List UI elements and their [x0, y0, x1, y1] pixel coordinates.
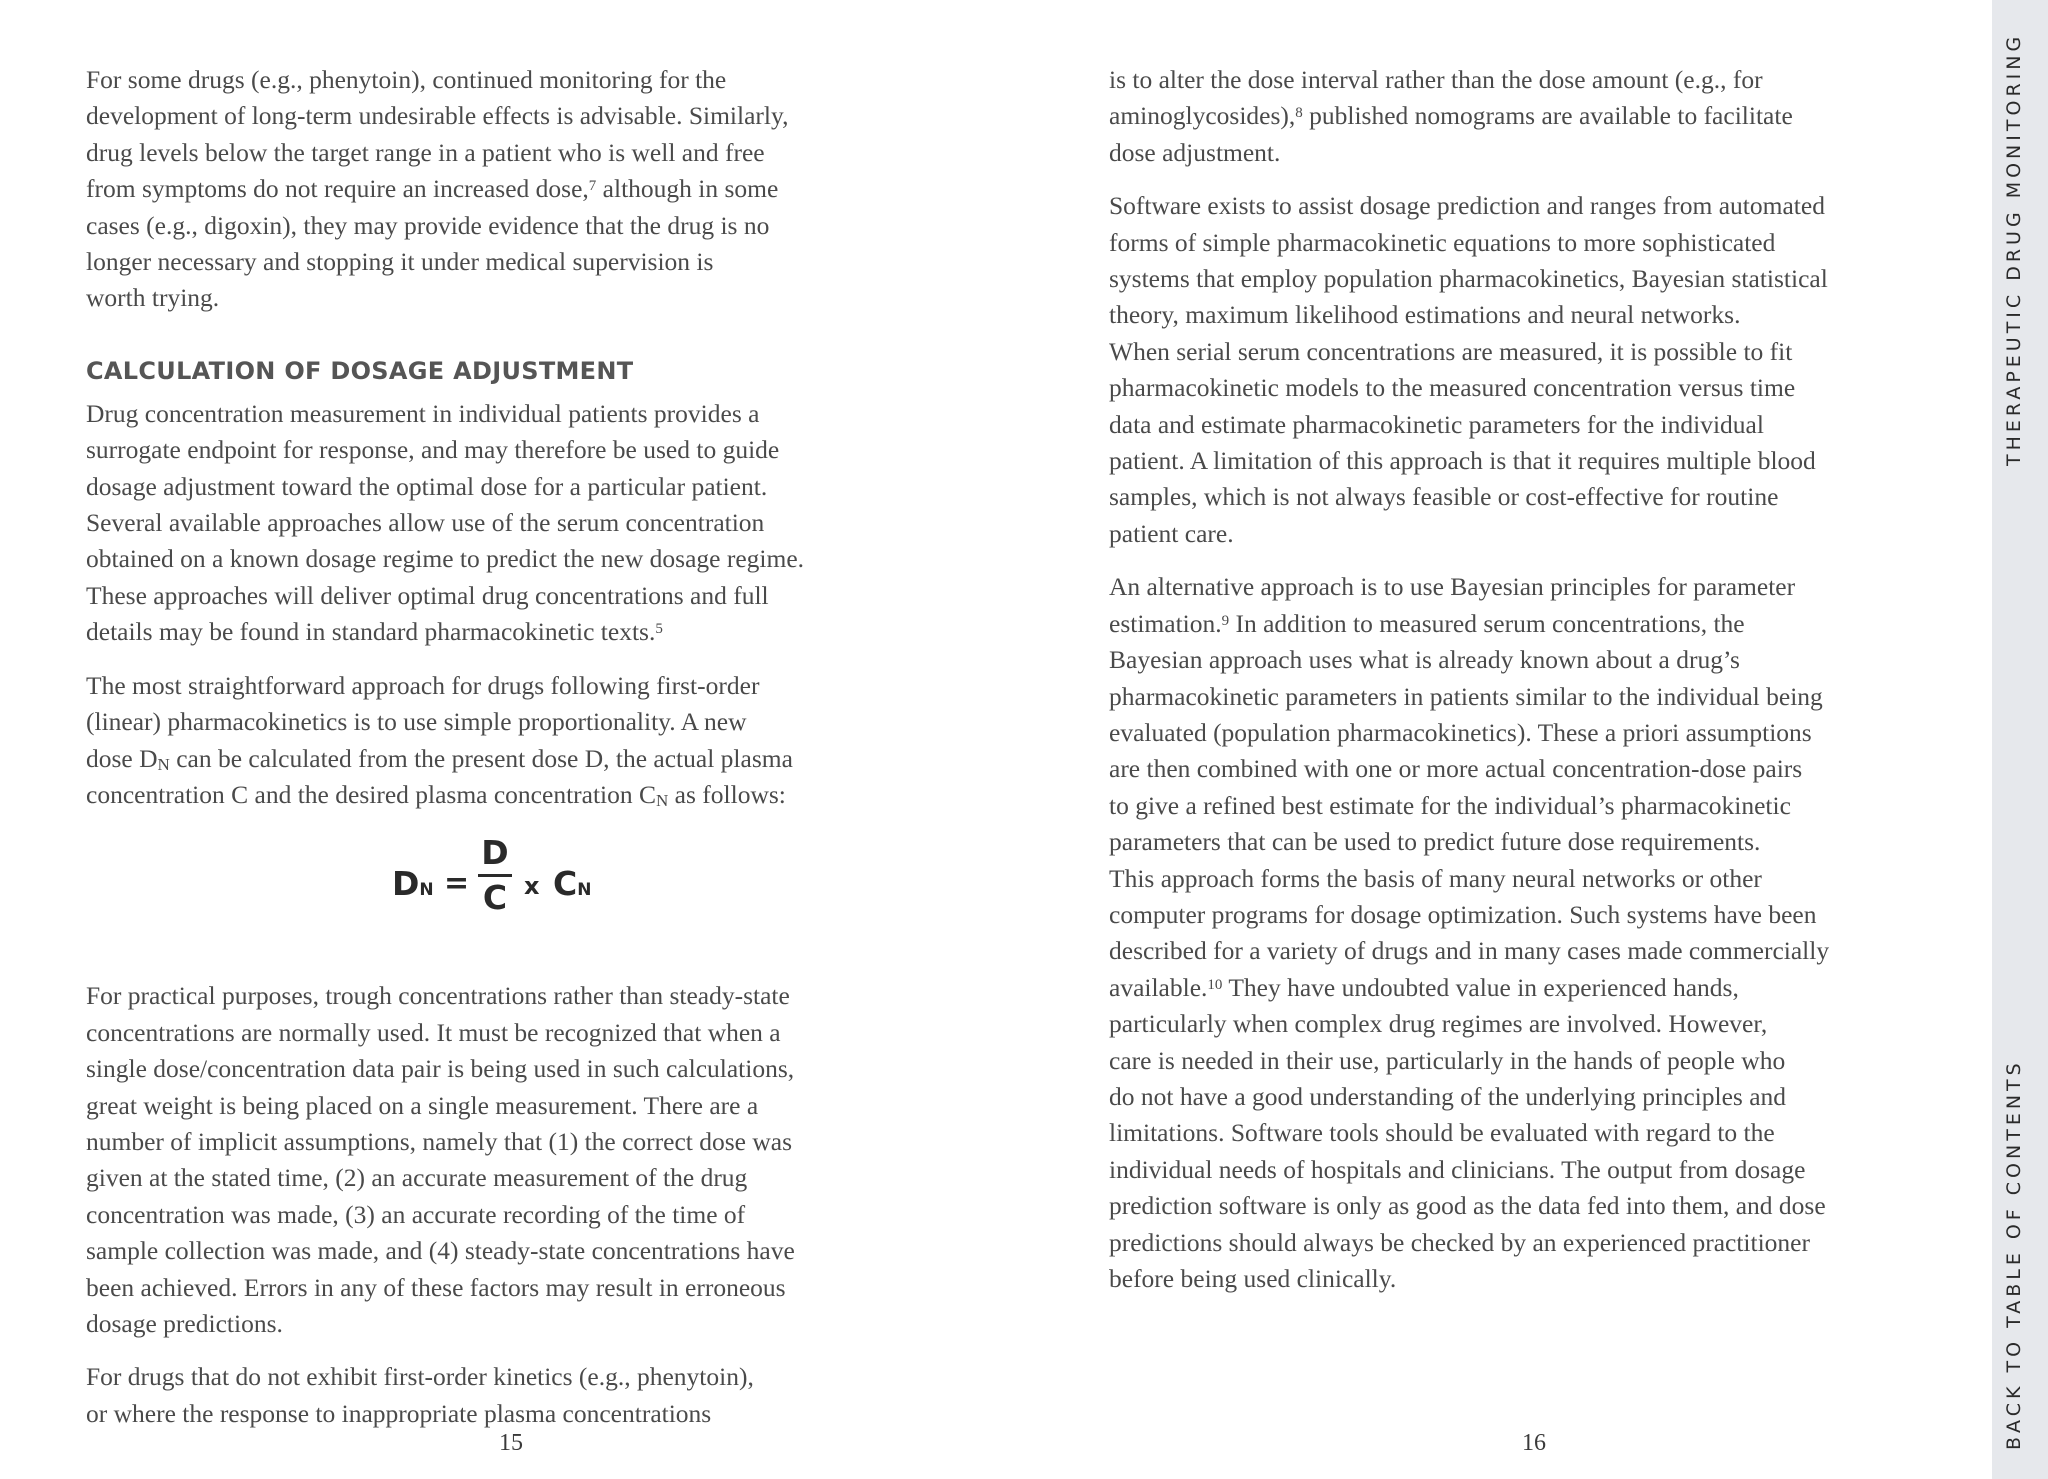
text-line: concentrations are normally used. It must be recognized that when a — [86, 1017, 781, 1047]
text-line: pharmacokinetic models to the measured concentration versus time — [1109, 373, 1796, 403]
text-line: When serial serum concentrations are measured, it is possible to fit — [1109, 336, 1793, 366]
text-line: do not have a good understanding of the underlying principles and — [1109, 1081, 1787, 1111]
text-line: concentration was made, (3) an accurate recording of the time of — [86, 1199, 746, 1229]
text-line: forms of simple pharmacokinetic equations to more sophisticated — [1109, 227, 1776, 257]
text-line: Several available approaches allow use of the serum concentration — [86, 508, 765, 538]
text-line: parameters that can be used to predict future dose requirements. — [1109, 827, 1761, 857]
text-run: estimation. — [1109, 608, 1222, 638]
paragraph — [1109, 188, 1939, 552]
text-line: (linear) pharmacokinetics is to use simple proportionality. A new — [86, 707, 747, 737]
formula-times: x — [524, 872, 540, 901]
text-line: longer necessary and stopping it under medical supervision is — [86, 247, 714, 277]
formula-lhs-symbol: D — [392, 864, 420, 904]
text-line: samples, which is not always feasible or cost-effective for routine — [1109, 482, 1779, 512]
formula-rhs — [553, 864, 591, 910]
footnote-ref[interactable]: 9 — [1221, 612, 1230, 629]
text-line — [86, 171, 916, 207]
text-line: dosage predictions. — [86, 1308, 283, 1338]
text-run: available. — [1109, 972, 1208, 1002]
paragraph — [86, 1359, 916, 1432]
text-line: patient. A limitation of this approach is that it requires multiple blood — [1109, 446, 1816, 476]
paragraph — [86, 978, 916, 1342]
formula-denominator: C — [482, 878, 508, 918]
page-number: 16 — [1522, 1430, 1546, 1456]
text-line: Bayesian approach uses what is already known about a drug’s — [1109, 645, 1740, 675]
text-line: predictions should always be checked by an experienced practitioner — [1109, 1227, 1810, 1257]
text-run: dose D — [86, 743, 158, 773]
text-run: can be calculated from the present dose D, the actual plasma — [169, 743, 793, 773]
text-run: as follows: — [668, 779, 786, 809]
text-line — [1109, 98, 1939, 134]
text-line — [1109, 606, 1939, 642]
text-line: drug levels below the target range in a patient who is well and free — [86, 137, 765, 167]
text-line: systems that employ population pharmacokinetics, Bayesian statistical — [1109, 264, 1828, 294]
text-line: dosage adjustment toward the optimal dose for a particular patient. — [86, 471, 768, 501]
paragraph — [1109, 569, 1939, 1297]
text-line: dose adjustment. — [1109, 137, 1281, 167]
formula-lhs — [392, 864, 434, 910]
text-line: to give a refined best estimate for the individual’s pharmacokinetic — [1109, 790, 1791, 820]
left-page-column — [86, 62, 916, 1449]
text-line: single dose/concentration data pair is being used in such calculations, — [86, 1054, 795, 1084]
subscript: N — [656, 790, 669, 810]
text-line: worth trying. — [86, 283, 220, 313]
formula-rhs-symbol: C — [553, 864, 578, 904]
text-run: aminoglycosides), — [1109, 101, 1296, 131]
text-line: before being used clinically. — [1109, 1264, 1397, 1293]
paragraph — [86, 668, 916, 814]
text-line: evaluated (population pharmacokinetics). These a priori assumptions — [1109, 717, 1812, 747]
formula-rhs-subscript: N — [577, 880, 592, 901]
text-line: surrogate endpoint for response, and may therefore be used to guide — [86, 435, 780, 465]
text-line: number of implicit assumptions, namely that (1) the correct dose was — [86, 1126, 793, 1156]
text-line: obtained on a known dosage regime to predict the new dosage regime. — [86, 544, 805, 574]
paragraph — [86, 396, 916, 651]
text-line: computer programs for dosage optimization. Such systems have been — [1109, 899, 1817, 929]
paragraph — [86, 62, 916, 317]
text-line: This approach forms the basis of many neural networks or other — [1109, 863, 1762, 893]
text-run: from symptoms do not require an increased dose, — [86, 174, 589, 204]
text-line: given at the stated time, (2) an accurate measurement of the drug — [86, 1163, 748, 1193]
text-line: patient care. — [1109, 518, 1234, 548]
text-run: concentration C and the desired plasma concentration C — [86, 779, 657, 809]
page-number: 15 — [499, 1430, 523, 1456]
text-line — [86, 777, 916, 813]
text-run: although in some — [596, 174, 779, 204]
text-line: data and estimate pharmacokinetic parameters for the individual — [1109, 409, 1764, 439]
text-line: cases (e.g., digoxin), they may provide evidence that the drug is no — [86, 210, 770, 240]
text-line: These approaches will deliver optimal drug concentrations and full — [86, 580, 769, 610]
footnote-ref[interactable]: 8 — [1295, 105, 1303, 122]
text-line: individual needs of hospitals and clinicians. The output from dosage — [1109, 1154, 1806, 1184]
text-line: For drugs that do not exhibit first-order kinetics (e.g., phenytoin), — [86, 1362, 754, 1392]
formula-numerator: D — [481, 833, 509, 873]
text-run: They have undoubted value in experienced hands, — [1222, 972, 1739, 1002]
text-line: development of long-term undesirable effects is advisable. Similarly, — [86, 101, 789, 131]
text-run: In addition to measured serum concentrations, the — [1229, 608, 1745, 638]
back-to-contents-link[interactable]: BACK TO TABLE OF CONTENTS — [2003, 1059, 2025, 1450]
text-run: published nomograms are available to facilitate — [1302, 101, 1793, 131]
footnote-ref[interactable]: 5 — [655, 621, 663, 638]
text-line: sample collection was made, and (4) steady-state concentrations have — [86, 1236, 795, 1266]
text-line: or where the response to inappropriate plasma concentrations — [86, 1398, 712, 1428]
text-line: limitations. Software tools should be evaluated with regard to the — [1109, 1118, 1775, 1148]
text-line: great weight is being placed on a single measurement. There are a — [86, 1090, 759, 1120]
text-line: For practical purposes, trough concentrations rather than steady-state — [86, 981, 790, 1011]
formula-equals: = — [444, 866, 470, 902]
section-heading: CALCULATION OF DOSAGE ADJUSTMENT — [86, 356, 634, 385]
text-line: Software exists to assist dosage prediction and ranges from automated — [1109, 191, 1825, 221]
text-line: pharmacokinetic parameters in patients similar to the individual being — [1109, 681, 1823, 711]
text-line — [86, 614, 916, 650]
dosage-formula — [86, 830, 916, 940]
text-line: is to alter the dose interval rather than the dose amount (e.g., for — [1109, 65, 1763, 94]
paragraph — [1109, 62, 1939, 171]
text-line: prediction software is only as good as the data fed into them, and dose — [1109, 1191, 1826, 1221]
text-line: Drug concentration measurement in individual patients provides a — [86, 398, 760, 428]
text-line: been achieved. Errors in any of these factors may result in erroneous — [86, 1272, 786, 1302]
footnote-ref[interactable]: 7 — [588, 178, 597, 195]
footnote-ref[interactable]: 10 — [1207, 976, 1223, 993]
text-line — [86, 741, 916, 777]
text-line: are then combined with one or more actual concentration-dose pairs — [1109, 754, 1803, 784]
text-line — [1109, 970, 1939, 1006]
text-line: For some drugs (e.g., phenytoin), continued monitoring for the — [86, 65, 727, 94]
text-line: particularly when complex drug regimes are involved. However, — [1109, 1009, 1768, 1039]
section-title-label[interactable]: THERAPEUTIC DRUG MONITORING — [2003, 32, 2025, 466]
text-line: theory, maximum likelihood estimations and neural networks. — [1109, 300, 1741, 330]
text-line: The most straightforward approach for drugs following first-order — [86, 670, 760, 700]
fraction-bar — [478, 874, 512, 877]
formula-fraction — [478, 834, 512, 917]
text-run: details may be found in standard pharmacokinetic texts. — [86, 617, 656, 647]
text-line: An alternative approach is to use Bayesian principles for parameter — [1109, 572, 1796, 602]
right-page-column — [1109, 62, 1939, 1314]
text-line: described for a variety of drugs and in many cases made commercially — [1109, 936, 1830, 966]
formula-lhs-subscript: N — [419, 880, 434, 901]
text-line: care is needed in their use, particularly in the hands of people who — [1109, 1045, 1786, 1075]
subscript: N — [157, 754, 170, 774]
